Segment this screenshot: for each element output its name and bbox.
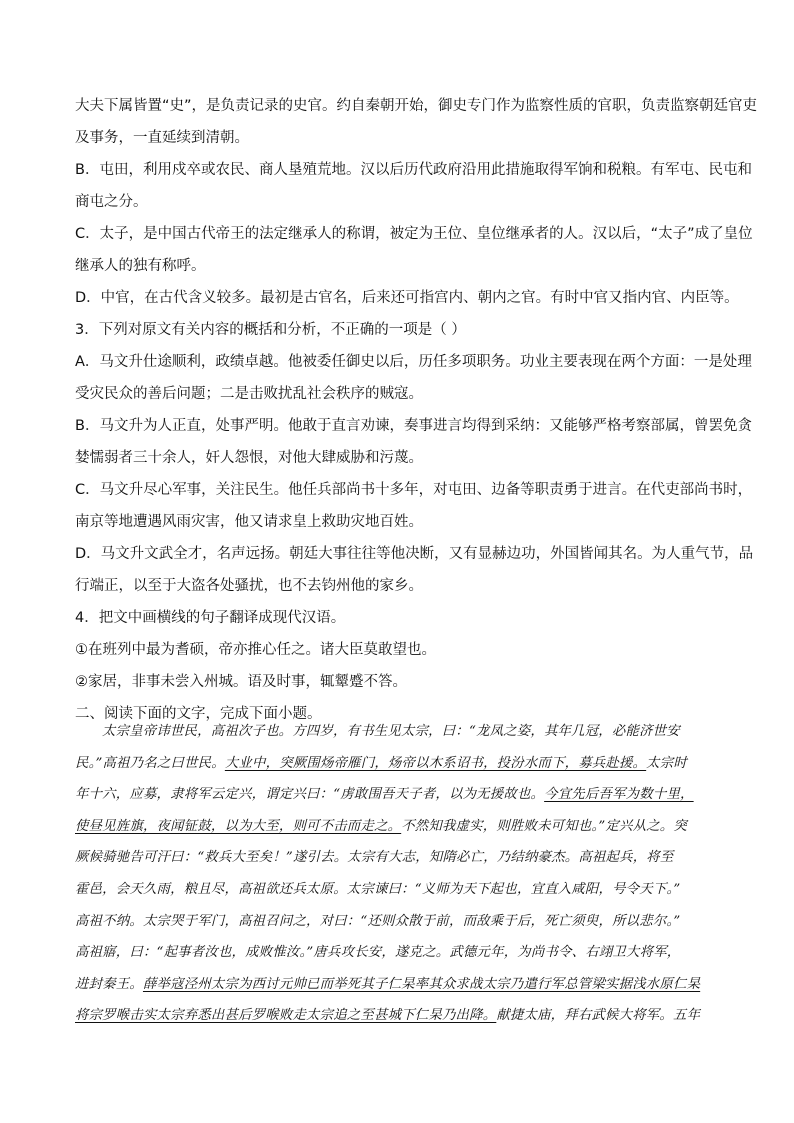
text-line: 南京等地遭遇风雨灾害，他又请求皇上救助灾地百姓。 xyxy=(75,514,423,530)
passage-line xyxy=(75,779,720,811)
passage-text: 太宗时 xyxy=(646,755,687,771)
passage-text: 献捷太庙，拜右武候大将军。五年 xyxy=(496,1008,701,1024)
classical-passage xyxy=(75,716,720,1032)
text-line: 大夫下属皆置“史”，是负责记录的史官。约自秦朝开始，御史专门作为监察性质的官职，负责监察朝廷官吏 xyxy=(75,98,758,114)
text-line: 商屯之分。 xyxy=(75,194,148,210)
passage-line xyxy=(75,748,720,780)
passage-line: 厥候骑驰告可汗曰：“救兵大至矣！”遂引去。太宗有大志，知隋必亡，乃结纳豪杰。高祖起兵，将至 xyxy=(75,850,674,866)
passage-text: 民。”高祖乃名之曰世民。 xyxy=(75,755,225,771)
underlined-sentence: 使昼见旌旗，夜闻钲鼓，以为大至，则可不击而走之。 xyxy=(75,818,402,834)
passage-line: 高祖寤，曰：“起事者汝也，成败惟汝。”唐兵攻长安，遂克之。武德元年，为尚书令、右翊卫大将军， xyxy=(75,945,681,961)
passage-line: 高祖不纳。太宗哭于军门，高祖召问之，对曰：“还则众散于前，而敌乘于后，死亡须臾，所以悲尔。” xyxy=(75,913,681,929)
passage-text: 不然知我虚实，则胜败未可知也。”定兴从之。突 xyxy=(401,818,687,834)
passage-line: 霍邑，会天久雨，粮且尽，高祖欲还兵太原。太宗谏曰：“义师为天下起也，宜直入咸阳，号令天下。” xyxy=(75,881,681,897)
text-line: 继承人的独有称呼。 xyxy=(75,258,206,274)
option-a-line: A．马文升仕途顺利，政绩卓越。他被委任御史以后，历任多项职务。功业主要表现在两个方面：一是处理 xyxy=(75,354,752,370)
document-body xyxy=(75,90,758,730)
text-line: 及事务，一直延续到清朝。 xyxy=(75,130,249,146)
section-heading: 二、阅读下面的文字，完成下面小题。 xyxy=(75,706,322,722)
underlined-sentence: 将宗罗喉击实太宗弃悉出甚后罗喉败走太宗追之至甚城下仁杲乃出降。 xyxy=(75,1008,497,1024)
option-c-line: C．马文升尽心军事，关注民生。他任兵部尚书十多年，对屯田、边备等职责勇于进言。在代吏部尚书时， xyxy=(75,482,753,498)
question-4: 4．把文中画横线的句子翻译成现代汉语。 xyxy=(75,610,346,626)
option-b-line: B．屯田，利用戍卒或农民、商人垦殖荒地。汉以后历代政府沿用此措施取得军饷和税粮。有军屯、民屯和 xyxy=(75,162,752,178)
underlined-sentence: 大业中，突厥围炀帝雁门，炀帝以木系诏书，投汾水而下，募兵赴援。 xyxy=(224,755,647,771)
option-d-line: D．马文升文武全才，名声远扬。朝廷大事往往等他决断，又有显赫边功，外国皆闻其名。为人重气节，品 xyxy=(75,546,754,562)
passage-line xyxy=(75,1000,720,1032)
option-b-line: B．马文升为人正直，处事严明。他敢于直言劝谏，奏事进言均得到采纳：又能够严格考察部属，曾罢免贪 xyxy=(75,418,752,434)
passage-line xyxy=(75,969,720,1001)
passage-text: 年十六，应募，隶将军云定兴，谓定兴曰：“虏敢围吾天子者，以为无援故也。 xyxy=(75,787,545,803)
passage-line xyxy=(75,811,720,843)
underlined-sentence: 薛举寇泾州太宗为西讨元帅已而举死其子仁杲率其众求战太宗乃遣行军总管梁实据浅水原仁杲 xyxy=(142,976,701,992)
text-line: 受灾民众的善后问题；二是击败扰乱社会秩序的贼寇。 xyxy=(75,386,423,402)
question-3: 3．下列对原文有关内容的概括和分析，不正确的一项是（ ） xyxy=(75,322,466,338)
sentence-1: ①在班列中最为耆硕，帝亦推心任之。诸大臣莫敢望也。 xyxy=(75,642,436,658)
passage-text: 进封秦王。 xyxy=(75,976,143,992)
sentence-2: ②家居，非事未尝入州城。语及时事，辄颦蹙不答。 xyxy=(75,674,407,690)
underlined-sentence: 今宜先后吾军为数十里， xyxy=(544,787,694,803)
text-line: 行端正，以至于大盗各处骚扰，也不去钧州他的家乡。 xyxy=(75,578,423,594)
option-c-line: C．太子，是中国古代帝王的法定继承人的称谓，被定为王位、皇位继承者的人。汉以后，“太子”成了皇位 xyxy=(75,226,753,242)
passage-line: 太宗皇帝讳世民，高祖次子也。方四岁，有书生见太宗，曰：“龙凤之姿，其年几冠，必能济世安 xyxy=(102,724,680,739)
text-line: 婪懦弱者三十余人，奸人怨恨，对他大肆威胁和污蔑。 xyxy=(75,450,423,466)
option-d-line: D．中官，在古代含义较多。最初是古官名，后来还可指宫内、朝内之官。有时中官又指内官、内臣等。 xyxy=(75,290,739,306)
